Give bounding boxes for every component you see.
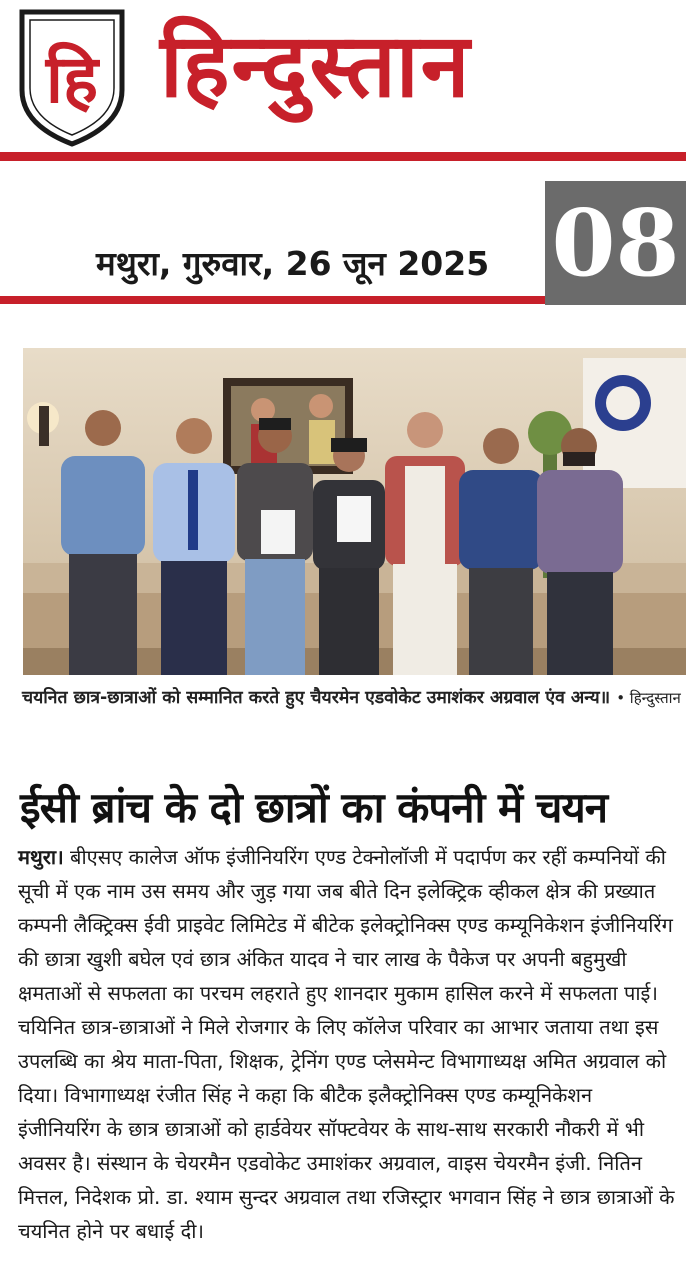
group-photo-illustration — [23, 348, 686, 675]
caption-credit: • हिन्दुस्तान — [616, 689, 681, 707]
masthead-rule — [0, 152, 686, 161]
hindustan-logo-shield — [16, 6, 128, 148]
article-dateline: मथुरा। — [18, 845, 64, 869]
photo-caption — [22, 684, 682, 712]
caption-text: चयनित छात्र-छात्राओं को सम्मानित करते हुए चैयरमेन एडवोकेट उमाशंकर अग्रवाल एंव अन्य॥ — [22, 688, 611, 708]
page-number: 08 — [545, 181, 686, 305]
masthead — [0, 0, 686, 160]
news-photo — [23, 348, 686, 675]
brand-name: हिन्दुस्तान — [160, 14, 472, 117]
article-body-text: बीएसए कालेज ऑफ इंजीनियरिंग एण्ड टेक्नोलॉजी में पदार्पण कर रहीं कम्पनियों की सूची में एक नाम उस समय और जुड़ गया जब बीते दिन इलेक्ट्रिक व्हीकल क्षेत्र की प्रख्यात कम्पनी लैक्ट्रिक्स ईवी प्राइवेट लिमिटेड में बीटेक इलेक्ट्रोनिक्स एण्ड कम्यूनिकेशन इंजीनियरिंग की छात्रा खुशी बघेल एवं छात्र अंकित यादव ने चार लाख के पैकेज पर अपनी बहुमुखी क्षमताओं से सफलता का परचम लहराते हुए शानदार मुकाम हासिल करने में सफलता पाई। चयिनित छात्र-छात्राओं ने मिले रोजगार के लिए कॉलेज परिवार का आभार जताया तथा इस उपलब्धि का श्रेय माता-पिता, शिक्षक, ट्रेनिंग एण्ड प्लेसमेन्ट विभागाध्यक्ष अमित अग्रवाल को दिया। विभागाध्यक्ष रंजीत सिंह ने कहा कि बीटैक इलैक्ट्रोनिक्स एण्ड कम्यूनिकेशन इंजीनियरिंग के छात्र छात्राओं को हार्डवेयर सॉफ्टवेयर के साथ-साथ सरकारी नौकरी में भी अवसर है। संस्थान के चेयरमैन एडवोकेट उमाशंकर अग्रवाल, वाइस चेयरमैन इंजी. नितिन मित्तल, निदेशक प्रो. डा. श्याम सुन्दर अग्रवाल तथा रजिस्ट्रार भगवान सिंह ने छात्र छात्राओं के चयनित होने पर बधाई दी। — [18, 845, 675, 1243]
article-headline: ईसी ब्रांच के दो छात्रों का कंपनी में चयन — [20, 783, 608, 832]
page-dateline: मथुरा, गुरुवार, 26 जून 2025 — [96, 244, 490, 283]
logo-letter: हि — [45, 41, 99, 118]
dateline-rule — [0, 296, 545, 304]
article-body — [18, 840, 680, 1248]
